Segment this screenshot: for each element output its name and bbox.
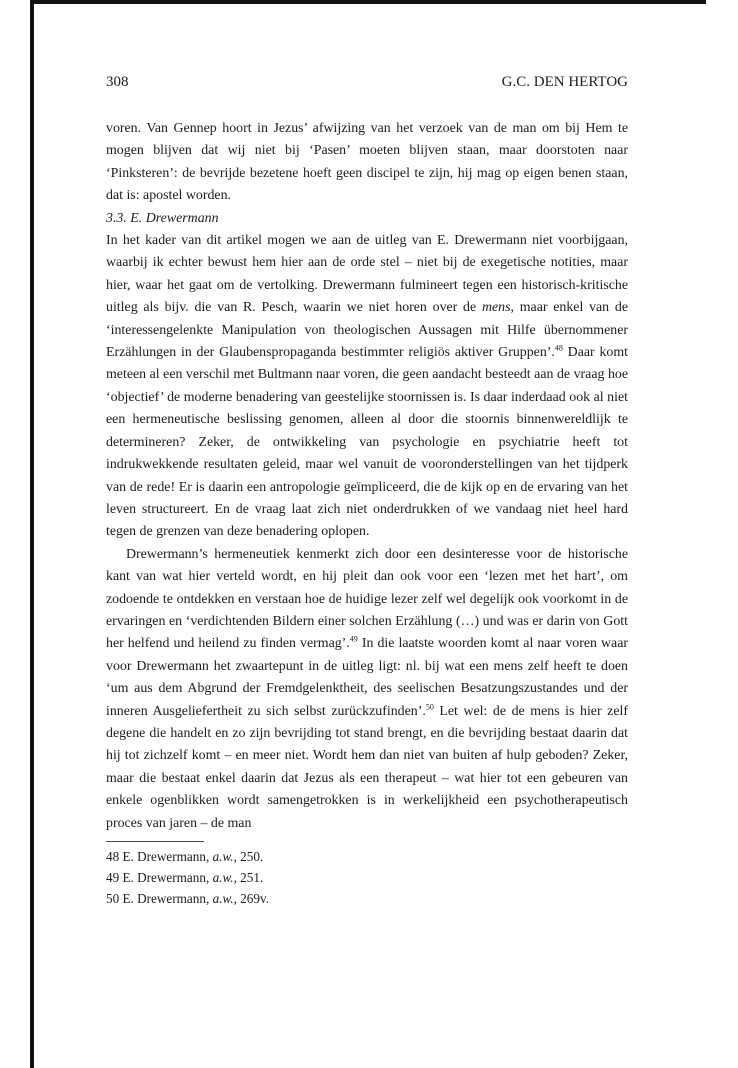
footnote-number: 50 [106,891,120,906]
body-text [106,118,628,835]
paragraph-text: , maar enkel van de ‘interessengelenkte Manipulation von theologischen Aussagen mit Hilfe übernommener Erzählungen in der Glaubenspropaganda bestimmter religiös aktiver Gruppen’. [106,300,628,361]
paragraph-text: In die laatste woorden komt al naar voren waar voor Drewermann het zwaartepunt in de uitleg ligt: nl. bij wat een mens zelf heeft te doen ‘um aus dem Abgrund der Fremdgelenktheit, des seelischen Besatzungszustandes und der inneren Ausgeliefertheit zu sich selbst zurückzufinden’. [106,636,628,719]
footnotes [106,846,628,909]
footnote-page: 251. [240,870,264,885]
running-header [106,74,628,94]
footnote [106,867,628,888]
footnote [106,846,628,867]
emphasis-text: mens [481,300,511,316]
paragraph-text: In het kader van dit artikel mogen we aan de uitleg van E. Drewermann niet voorbijgaan, waarbij ik echter bewust hem hier aan de orde stel – niet bij de exegetische notities, maar hier, waar het gaat om de vertolking. Drewermann fulmineert tegen een historisch-kritische uitleg als bijv. die van R. Pesch, waarin we niet horen over de [106,233,628,316]
footnote-author: E. Drewermann, [122,891,210,906]
footnote-number: 48 [106,849,120,864]
footnote [106,888,628,909]
footnote-ref: 48 [554,343,563,353]
scan-border-top [30,0,706,4]
footnote-author: E. Drewermann, [122,870,210,885]
footnote-ref-abbrev: a.w., [212,849,237,864]
paragraph-text: Daar komt meteen al een verschil met Bultmann naar voren, die geen aandacht besteedt aan de vraag hoe ‘objectief’ de moderne benadering van geestelijke stoornissen is. Is daar inderdaad ook al niet een hermeneutische beslissing genomen, alleen al door die stoornis binnenwereldlijk te determineren? Zeker, de ontwikkeling van psychologie en psychiatrie heeft tot indrukwekkende resultaten geleid, maar wel vanuit de vooronderstellingen van het tijdperk van de rede! Er is daarin een antropologie geïmpliceerd, die de kijk op en de ervaring van het leven structureert. En de vraag laat zich niet onderdrukken of we vandaag niet heel hard tegen de grenzen van deze benadering oplopen. [106,345,628,540]
book-page [106,74,628,909]
footnote-ref-abbrev: a.w., [212,870,237,885]
footnote-ref: 49 [349,634,358,644]
footnote-ref-abbrev: a.w., [212,891,237,906]
footnote-number: 49 [106,870,120,885]
section-paragraph-1 [106,230,628,544]
footnote-ref: 50 [425,701,434,711]
footnote-divider [106,841,204,842]
section-paragraph-2 [106,544,628,835]
intro-paragraph: voren. Van Gennep hoort in Jezus’ afwijzing van het verzoek van de man om bij Hem te mogen blijven dat wij niet bij ‘Pasen’ moeten blijven staan, maar doorstoten naar ‘Pinksteren’: de bevrijde bezetene hoeft geen discipel te zijn, hij mag op eigen benen staan, dat is: apostel worden. [106,121,628,204]
section-heading: 3.3. E. Drewermann [106,210,219,226]
page-number: 308 [106,74,129,90]
paragraph-text: Let wel: de de mens is hier zelf degene die handelt en zo zijn bevrijding tot stand brengt, en die bevrijding bestaat daarin dat hij tot zichzelf komt – en meer niet. Wordt hem dan niet van buiten af hulp geboden? Zeker, maar die bestaat enkel daarin dat Jezus als een therapeut – wat hier tot een gebeuren van enkele ogenblikken wordt samengetrokken is in werkelijkheid een psychotherapeutisch proces van jaren – de man [106,703,628,831]
footnote-author: E. Drewermann, [122,849,210,864]
footnote-page: 269v. [240,891,269,906]
running-title: G.C. DEN HERTOG [501,74,628,90]
footnote-page: 250. [240,849,264,864]
paragraph-text: Drewermann’s hermeneutiek kenmerkt zich door een desinteresse voor de historische kant van wat hier verteld wordt, en hij pleit dan ook voor een ‘lezen met het hart’, om zodoende te ontdekken en verstaan hoe de huidige lezer zelf wel degelijk ook voorkomt in de ervaringen en ‘verdichtenden Bildern einer solchen Erzählung (…) und was er darin von Gott her helfend und heilend zu finden vermag’. [106,546,628,652]
scan-border-left [30,0,34,1068]
